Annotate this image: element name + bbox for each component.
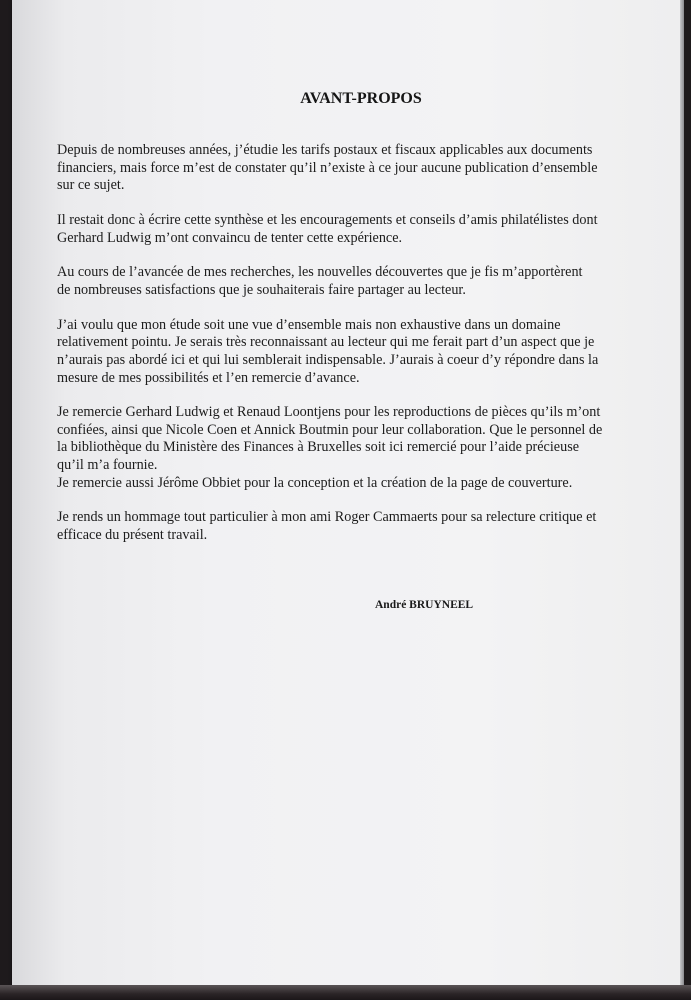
text-line: Depuis de nombreuses années, j’étudie les tarifs postaux et fiscaux applicables aux documents [57, 142, 593, 158]
text-line: qu’il m’a fournie. [57, 457, 158, 474]
text-line: mesure de mes possibilités et l’en remercie d’avance. [57, 369, 360, 386]
paragraph-4 [57, 317, 617, 387]
page-edge [680, 0, 684, 990]
paragraph-6 [57, 509, 617, 544]
paragraph-3 [57, 264, 617, 299]
paragraph-2 [57, 212, 617, 247]
text-line: sur ce sujet. [57, 177, 125, 194]
text-line: Gerhard Ludwig m’ont convaincu de tenter cette expérience. [57, 229, 403, 246]
page-title: AVANT-PROPOS [300, 90, 422, 107]
book-page [12, 0, 680, 990]
text-line: J’ai voulu que mon étude soit une vue d’ensemble mais non exhaustive dans un domaine [57, 316, 561, 333]
text-line: Il restait donc à écrire cette synthèse et les encouragements et conseils d’amis philatélistes dont [57, 211, 598, 228]
text-line: la bibliothèque du Ministère des Finances à Bruxelles soit ici remercié pour l’aide précieuse [57, 439, 580, 456]
text-line: financiers, mais force m’est de constater qu’il n’existe à ce jour aucune publication d’ensemble [57, 159, 598, 176]
text-line: n’aurais pas abordé ici et qui lui semblerait indispensable. J’aurais à coeur d’y répondre dans la [57, 351, 599, 368]
text-line: relativement pointu. Je serais très reconnaissant au lecteur qui me ferait part d’un aspect que je [57, 334, 595, 351]
text-line: Au cours de l’avancée de mes recherches, les nouvelles découvertes que je fis m’apportèrent [57, 264, 583, 281]
text-line: efficace du présent travail. [57, 527, 208, 544]
text-line: Je remercie Gerhard Ludwig et Renaud Loontjens pour les reproductions de pièces qu’ils m’ont [57, 404, 601, 421]
author-signature: André BRUYNEEL [375, 599, 474, 611]
text-line: confiées, ainsi que Nicole Coen et Annick Boutmin pour leur collaboration. Que le personnel de [57, 421, 603, 438]
text-line: de nombreuses satisfactions que je souhaiterais faire partager au lecteur. [57, 281, 466, 298]
foreword-body [57, 142, 617, 562]
text-line: Je remercie aussi Jérôme Obbiet pour la conception et la création de la page de couverture. [57, 474, 573, 491]
paragraph-5 [57, 404, 617, 492]
book-cover-shadow [0, 985, 691, 1000]
paragraph-1 [57, 142, 617, 195]
text-line: Je rends un hommage tout particulier à mon ami Roger Cammaerts pour sa relecture critique et [57, 509, 597, 526]
